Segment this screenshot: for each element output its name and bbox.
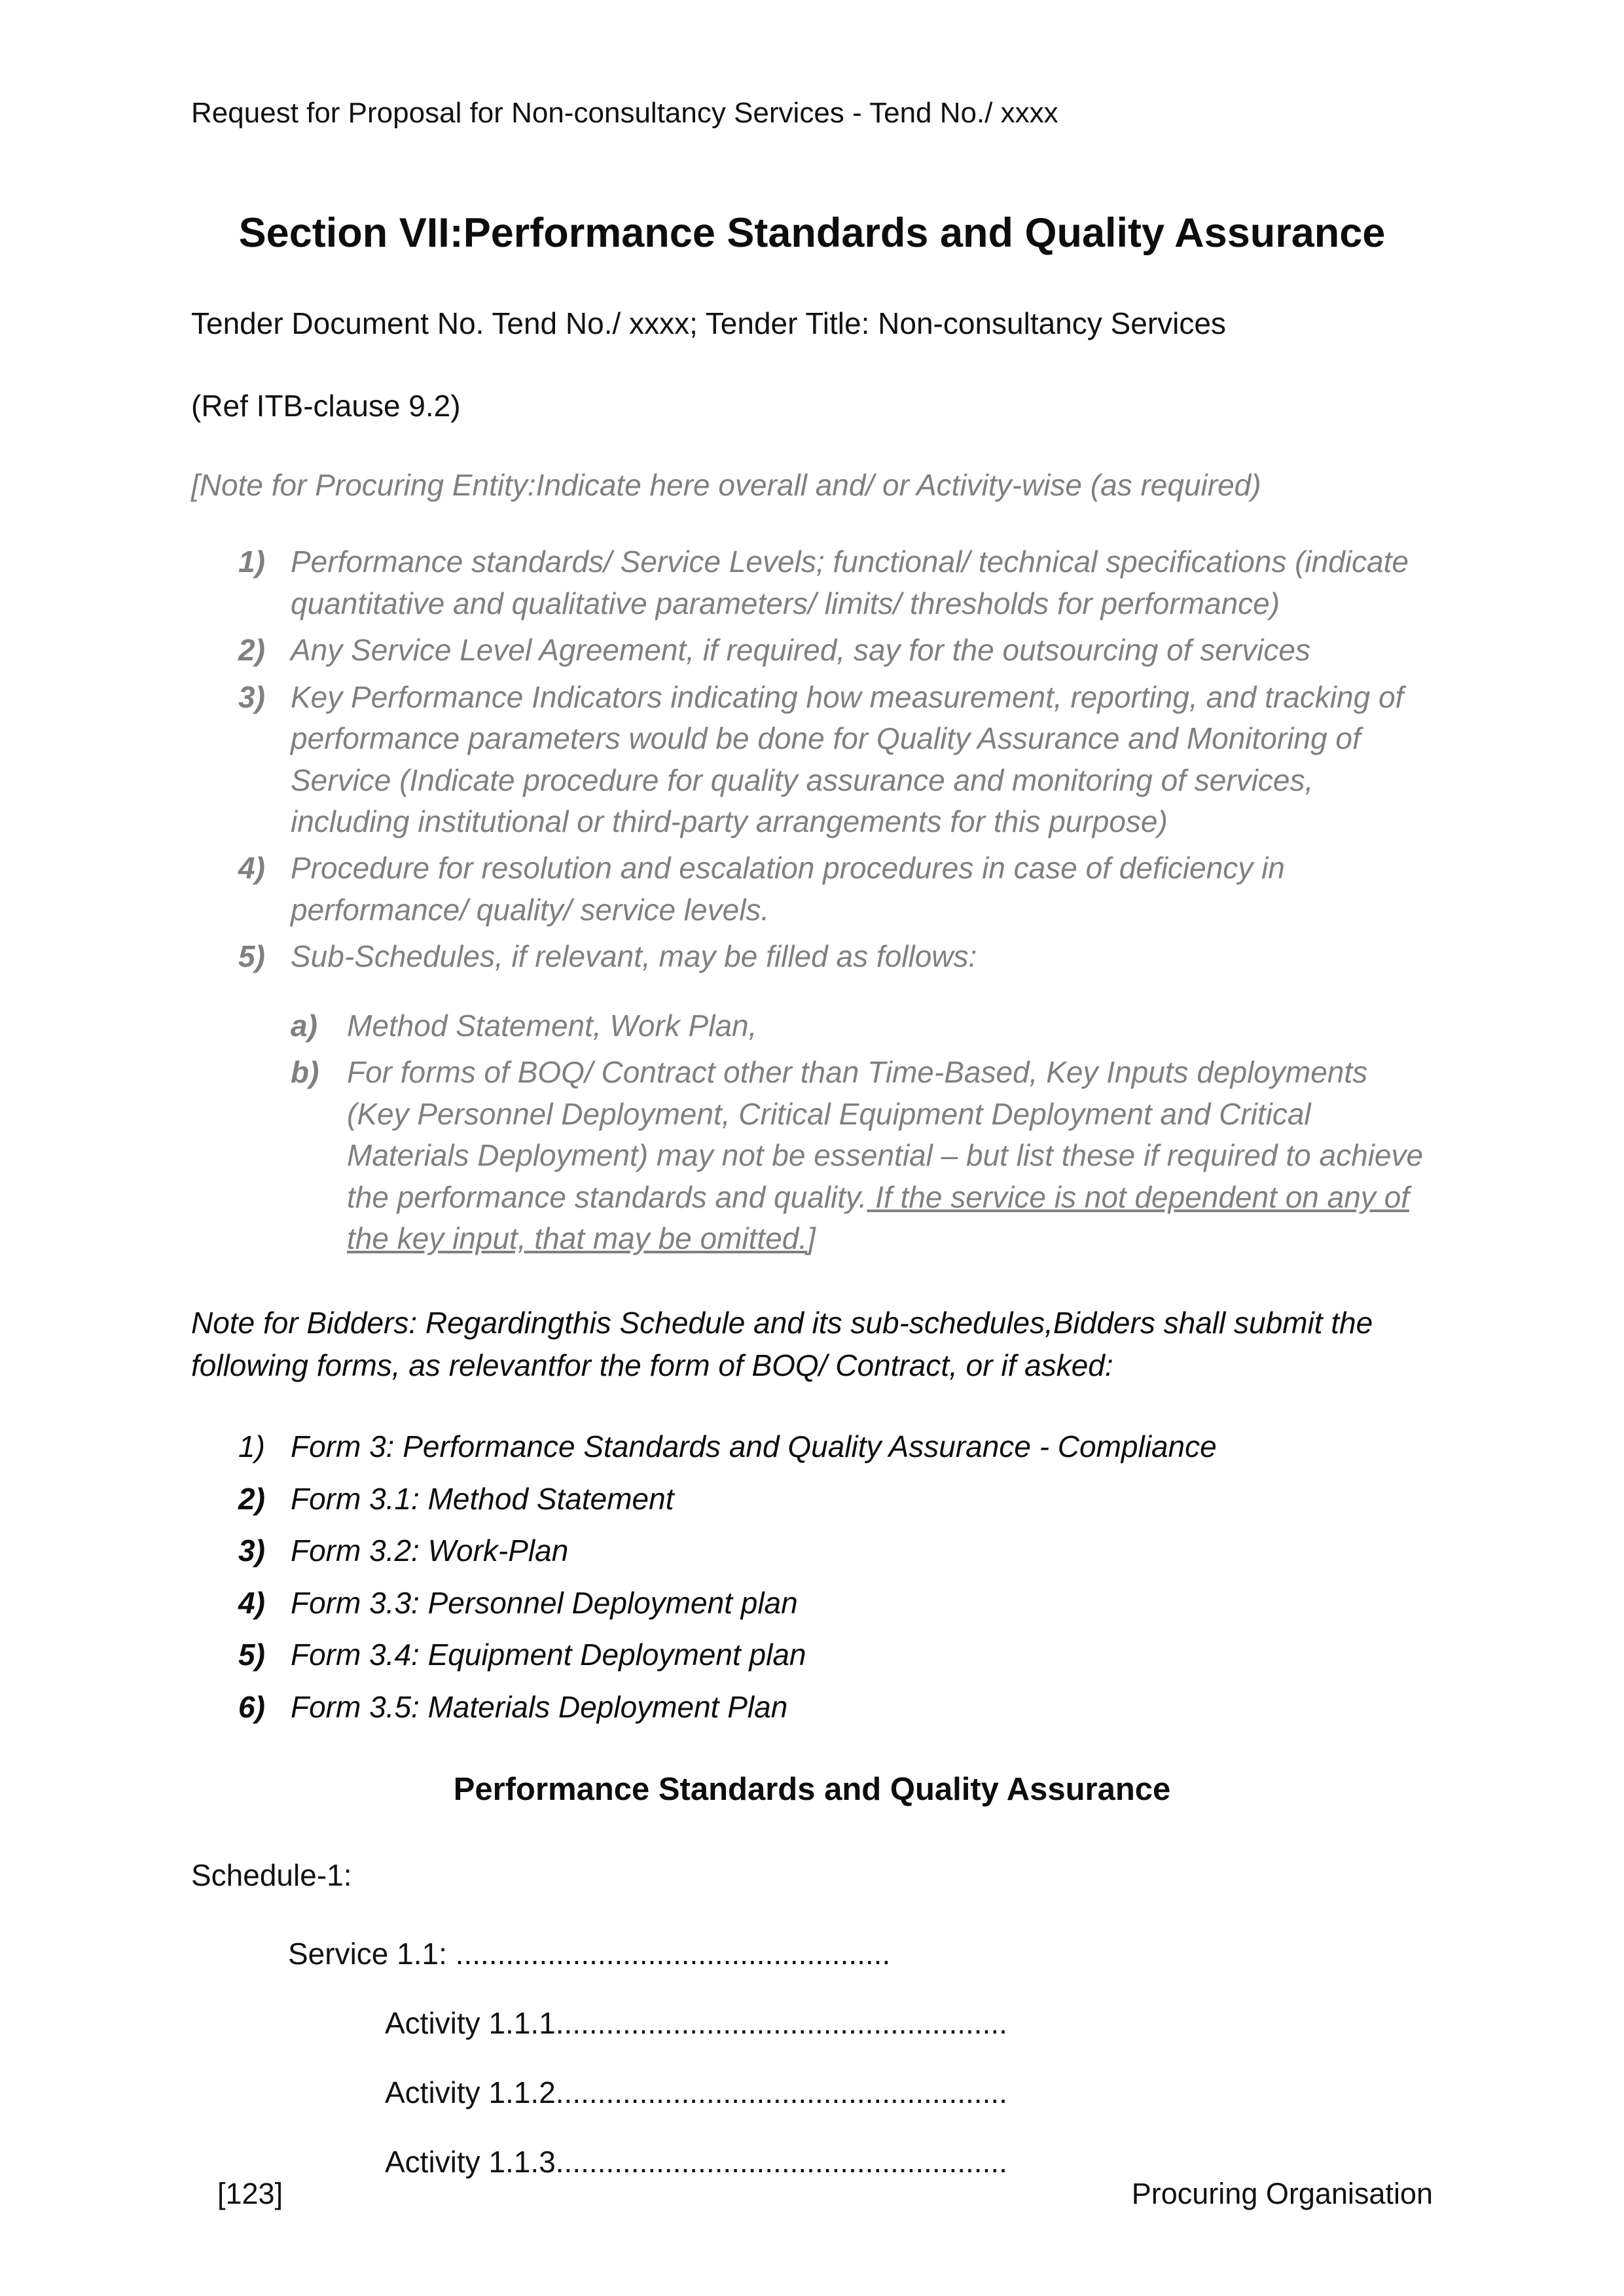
list-item <box>191 936 1433 977</box>
sub-item-text-underlined: If the service is not dependent on any of the key input, that may be omitted. <box>347 1179 1409 1256</box>
list-item-marker: 5) <box>238 939 265 974</box>
form-item-text: Form 3.2: Work-Plan <box>291 1534 569 1568</box>
sub-list-item-text <box>347 1052 1433 1259</box>
sub-list-item-marker: a) <box>291 1008 317 1043</box>
bidders-note: Note for Bidders: Regardingthis Schedule and its sub-schedules,Bidders shall submit the following forms, as relevantfor the form of BOQ/ Contract, or if asked: <box>191 1305 1373 1382</box>
activity-line: Activity 1.1.3...................................................... <box>385 2145 1007 2179</box>
procuring-note-sublist <box>191 1005 1433 1260</box>
list-item-marker: 1) <box>238 545 265 579</box>
list-item <box>191 541 1433 624</box>
page-header <box>191 97 1433 130</box>
list-item-text: Performance standards/ Service Levels; functional/ technical specifications (indicate quantitative and qualitative parameters/ limits/ thresholds for performance) <box>291 545 1409 620</box>
page-number: [123] <box>217 2177 283 2210</box>
form-item-marker: 4) <box>238 1585 265 1620</box>
procuring-note-list <box>191 541 1433 1260</box>
list-item-marker: 3) <box>238 679 265 714</box>
sub-list-item-marker: b) <box>291 1055 319 1090</box>
sub-list-item-text <box>347 1005 1433 1047</box>
form-item-text: Form 3.5: Materials Deployment Plan <box>291 1689 788 1724</box>
form-list-item <box>191 1687 1433 1728</box>
form-item-text: Form 3.1: Method Statement <box>291 1481 674 1516</box>
list-item-marker: 2) <box>238 633 265 668</box>
form-list-item <box>191 1583 1433 1624</box>
header-text: Request for Proposal for Non-consultancy Services - Tend No./ xxxx <box>191 97 1058 129</box>
page-footer <box>191 2177 1433 2211</box>
sub-item-text-main: For forms of BOQ/ Contract other than Time-Based, Key Inputs deployments (Key Personnel Deployment, Critical Equipment Deployment and Critical Materials Deployment) may not be essential – but list these if required to achieve the performance standards and quality. <box>347 1055 1424 1214</box>
list-item-text: Procedure for resolution and escalation procedures in case of deficiency in performance/ quality/ service levels. <box>291 851 1285 927</box>
form-list-item <box>191 1634 1433 1676</box>
sub-item-text-main: Method Statement, Work Plan, <box>347 1008 757 1043</box>
list-item-marker: 4) <box>238 851 265 886</box>
list-item <box>191 677 1433 843</box>
form-item-marker: 6) <box>238 1689 265 1724</box>
form-list-item <box>191 1426 1433 1467</box>
activity-line: Activity 1.1.2...................................................... <box>385 2075 1007 2110</box>
sub-list-item <box>191 1052 1433 1259</box>
activity-line: Activity 1.1.1...................................................... <box>385 2006 1007 2041</box>
schedule-label: Schedule-1: <box>191 1858 352 1893</box>
list-item <box>191 630 1433 671</box>
service-line: Service 1.1: .................................................... <box>288 1937 891 1971</box>
list-item <box>191 848 1433 931</box>
procuring-note-lead: [Note for Procuring Entity:Indicate here overall and/ or Activity-wise (as required) <box>191 467 1261 502</box>
ref-line: (Ref ITB-clause 9.2) <box>191 389 461 423</box>
list-item-text: Any Service Level Agreement, if required, say for the outsourcing of services <box>291 633 1310 668</box>
list-item-text: Key Performance Indicators indicating how measurement, reporting, and tracking of performance parameters would be done for Quality Assurance and Monitoring of Service (Indicate procedure for quality assurance and monitoring of services, including institutional or third-party arrangements for this purpose) <box>291 679 1404 838</box>
form-item-marker: 2) <box>238 1481 265 1516</box>
form-list-item <box>191 1479 1433 1520</box>
sub-list-item <box>191 1005 1433 1047</box>
tender-line: Tender Document No. Tend No./ xxxx; Tender Title: Non-consultancy Services <box>191 306 1226 340</box>
section-title: Section VII:Performance Standards and Quality Assurance <box>238 210 1386 256</box>
form-item-marker: 5) <box>238 1638 265 1672</box>
form-item-text: Form 3: Performance Standards and Quality Assurance - Compliance <box>291 1429 1217 1464</box>
list-item-text: Sub-Schedules, if relevant, may be filled as follows: <box>291 939 977 974</box>
form-list-item <box>191 1530 1433 1571</box>
form-item-text: Form 3.4: Equipment Deployment plan <box>291 1638 806 1672</box>
form-item-text: Form 3.3: Personnel Deployment plan <box>291 1585 798 1620</box>
form-item-marker: 1) <box>238 1429 265 1464</box>
forms-list <box>191 1426 1433 1728</box>
footer-org-text: Procuring Organisation <box>1131 2177 1433 2210</box>
subsection-heading: Performance Standards and Quality Assurance <box>453 1772 1171 1808</box>
form-item-marker: 3) <box>238 1534 265 1568</box>
sub-item-text-tail: ] <box>807 1221 816 1256</box>
